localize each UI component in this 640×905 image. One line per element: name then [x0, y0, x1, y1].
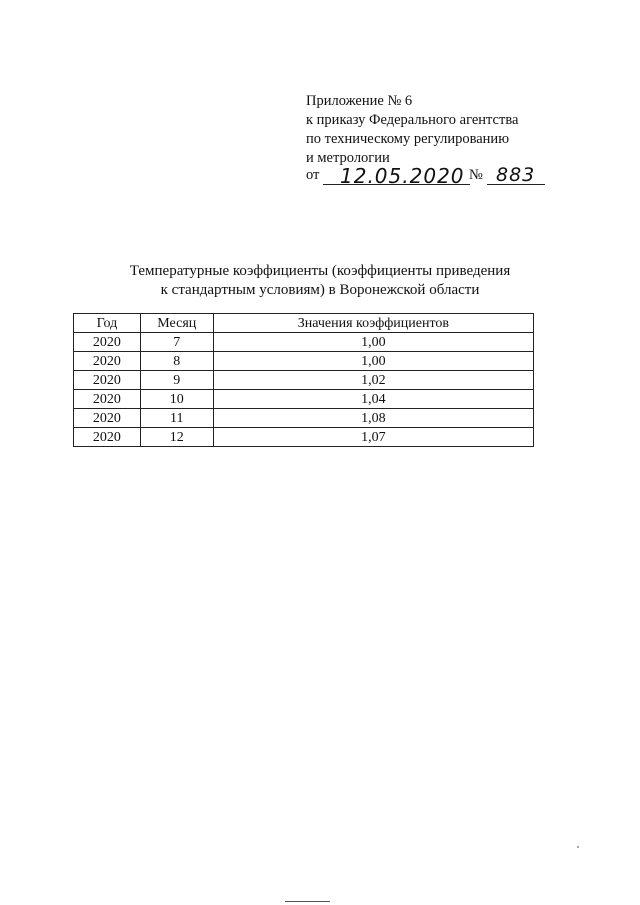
cell-month: 8	[140, 352, 213, 371]
table-row	[74, 352, 534, 371]
header-coefficient: Значения коэффициентов	[213, 314, 533, 333]
from-label: от	[306, 167, 320, 183]
number-label: №	[469, 167, 483, 183]
appendix-line-order: к приказу Федерального агентства	[306, 112, 519, 128]
cell-coefficient: 1,00	[213, 333, 533, 352]
cell-coefficient: 1,04	[213, 390, 533, 409]
cell-year: 2020	[74, 409, 141, 428]
header-month: Месяц	[140, 314, 213, 333]
cell-coefficient: 1,08	[213, 409, 533, 428]
cell-month: 7	[140, 333, 213, 352]
cell-coefficient: 1,02	[213, 371, 533, 390]
document-title-line-1: Температурные коэффициенты (коэффициенты приведения	[129, 263, 511, 279]
cell-year: 2020	[74, 390, 141, 409]
cell-year: 2020	[74, 333, 141, 352]
appendix-line-metrology: и метрологии	[306, 150, 390, 166]
handwritten-number: 883	[496, 164, 536, 186]
cell-coefficient: 1,07	[213, 428, 533, 447]
coefficients-table	[73, 313, 534, 447]
scan-speck	[577, 846, 579, 848]
appendix-title: Приложение № 6	[306, 93, 413, 109]
table-row	[74, 390, 534, 409]
appendix-header	[306, 92, 546, 168]
table-row	[74, 333, 534, 352]
scan-bottom-mark	[285, 901, 330, 902]
table-row	[74, 428, 534, 447]
handwritten-date: 12.05.2020	[340, 164, 465, 188]
cell-month: 9	[140, 371, 213, 390]
header-year: Год	[74, 314, 141, 333]
cell-month: 12	[140, 428, 213, 447]
cell-month: 11	[140, 409, 213, 428]
appendix-line-agency: по техническому регулированию	[306, 131, 510, 147]
cell-year: 2020	[74, 352, 141, 371]
order-date-number-row	[306, 165, 546, 187]
table-row	[74, 409, 534, 428]
cell-month: 10	[140, 390, 213, 409]
cell-year: 2020	[74, 428, 141, 447]
cell-year: 2020	[74, 371, 141, 390]
table-header-row	[74, 314, 534, 333]
table-row	[74, 371, 534, 390]
document-title-line-2: к стандартным условиям) в Воронежской области	[160, 282, 480, 298]
cell-coefficient: 1,00	[213, 352, 533, 371]
document-title	[0, 262, 640, 300]
